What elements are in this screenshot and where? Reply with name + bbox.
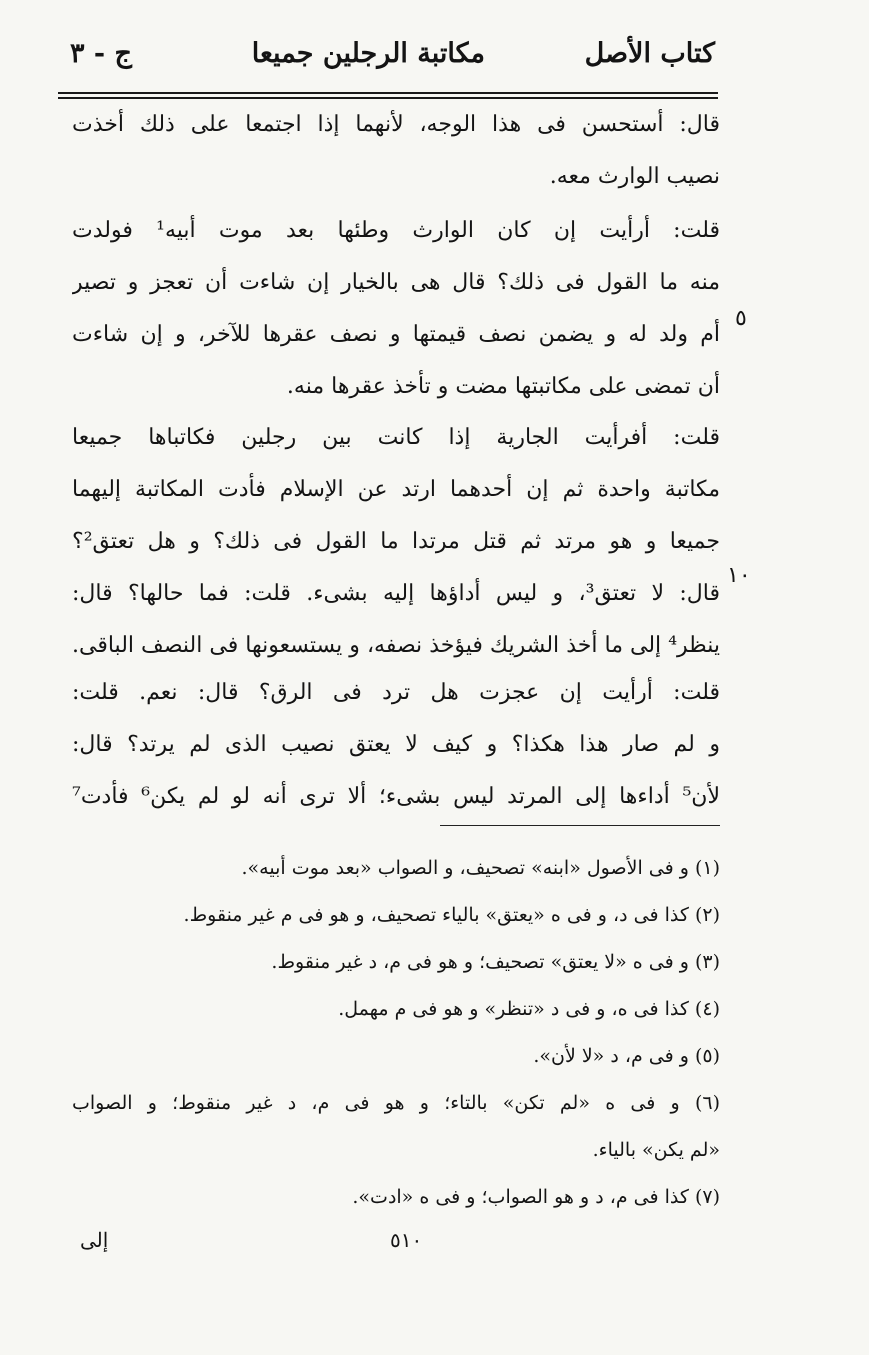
paragraph-1 — [72, 99, 720, 203]
text-line: قلت: أفرأيت الجارية إذا كانت بين رجلين فكاتباها جميعا — [72, 425, 720, 450]
page-number: ٥١٠ — [390, 1228, 423, 1252]
text-line: و لم صار هذا هكذا؟ و كيف لا يعتق نصيب الذى لم يرتد؟ قال: — [72, 732, 720, 757]
text-line: أم ولد له و يضمن نصف قيمتها و نصف عقرها للآخر، و إن شاءت — [72, 322, 720, 347]
footnote-7: (٧) كذا فى م، د و هو الصواب؛ و فى ه «ادت». — [352, 1186, 720, 1208]
header-book-title: كتاب الأصل — [584, 38, 715, 69]
text-line: نصيب الوارث معه. — [549, 164, 720, 189]
text-line: قلت: أرأيت إن عجزت هل ترد فى الرق؟ قال: نعم. قلت: — [72, 680, 720, 705]
text-line: جميعا و هو مرتد ثم قتل مرتدا ما القول فى ذلك؟ و هل تعتق²؟ — [72, 529, 720, 554]
footnote-1: (١) و فى الأصول «ابنه» تصحيف، و الصواب «بعد موت أبيه». — [241, 857, 720, 879]
footnotes — [72, 845, 720, 1221]
paragraph-2 — [72, 205, 720, 413]
footnote-4: (٤) كذا فى ه، و فى د «تنظر» و هو فى م مهمل. — [338, 998, 720, 1020]
line-number-5: ٥ — [735, 306, 747, 331]
text-line: ينظر⁴ إلى ما أخذ الشريك فيؤخذ نصفه، و يستسعونها فى النصف الباقى. — [72, 633, 720, 658]
paragraph-3 — [72, 412, 720, 672]
text-line: قال: لا تعتق³، و ليس أداؤها إليه بشىء. قلت: فما حالها؟ قال: — [72, 581, 720, 606]
header-chapter-title: مكاتبة الرجلين جميعا — [251, 38, 485, 69]
line-number-10: ١٠ — [727, 563, 751, 588]
footnote-5: (٥) و فى م، د «لا لأن». — [533, 1045, 720, 1067]
footnote-2: (٢) كذا فى د، و فى ه «يعتق» بالياء تصحيف، و هو فى م غير منقوط. — [183, 904, 720, 926]
header-volume: ج - ٣ — [70, 38, 132, 69]
text-line: أن تمضى على مكاتبتها مضت و تأخذ عقرها منه. — [286, 374, 720, 399]
catchword: إلى — [80, 1228, 109, 1252]
text-line: لأن⁵ أداءها إلى المرتد ليس بشىء؛ ألا ترى أنه لو لم يكن⁶ فأدت⁷ — [72, 784, 720, 809]
footnote-3: (٣) و فى ه «لا يعتق» تصحيف؛ و هو فى م، د غير منقوط. — [271, 951, 720, 973]
text-line: قال: أستحسن فى هذا الوجه، لأنهما إذا اجتمعا على ذلك أخذت — [72, 112, 720, 137]
text-line: منه ما القول فى ذلك؟ قال هى بالخيار إن شاءت أن تعجز و تصير — [72, 270, 720, 295]
text-line: قلت: أرأيت إن كان الوارث وطئها بعد موت أبيه¹ فولدت — [72, 218, 720, 243]
running-header — [60, 28, 715, 80]
paragraph-4 — [72, 667, 720, 823]
text-line: مكاتبة واحدة ثم إن أحدهما ارتد عن الإسلام فأدت المكاتبة إليهما — [72, 477, 720, 502]
footnote-6-continued: «لم يكن» بالياء. — [592, 1139, 720, 1161]
footnote-6: (٦) و فى ه «لم تكن» بالتاء؛ و هو فى م، د غير منقوط؛ و الصواب — [72, 1092, 720, 1114]
footnote-separator — [440, 825, 720, 826]
header-rule-top — [58, 92, 718, 94]
